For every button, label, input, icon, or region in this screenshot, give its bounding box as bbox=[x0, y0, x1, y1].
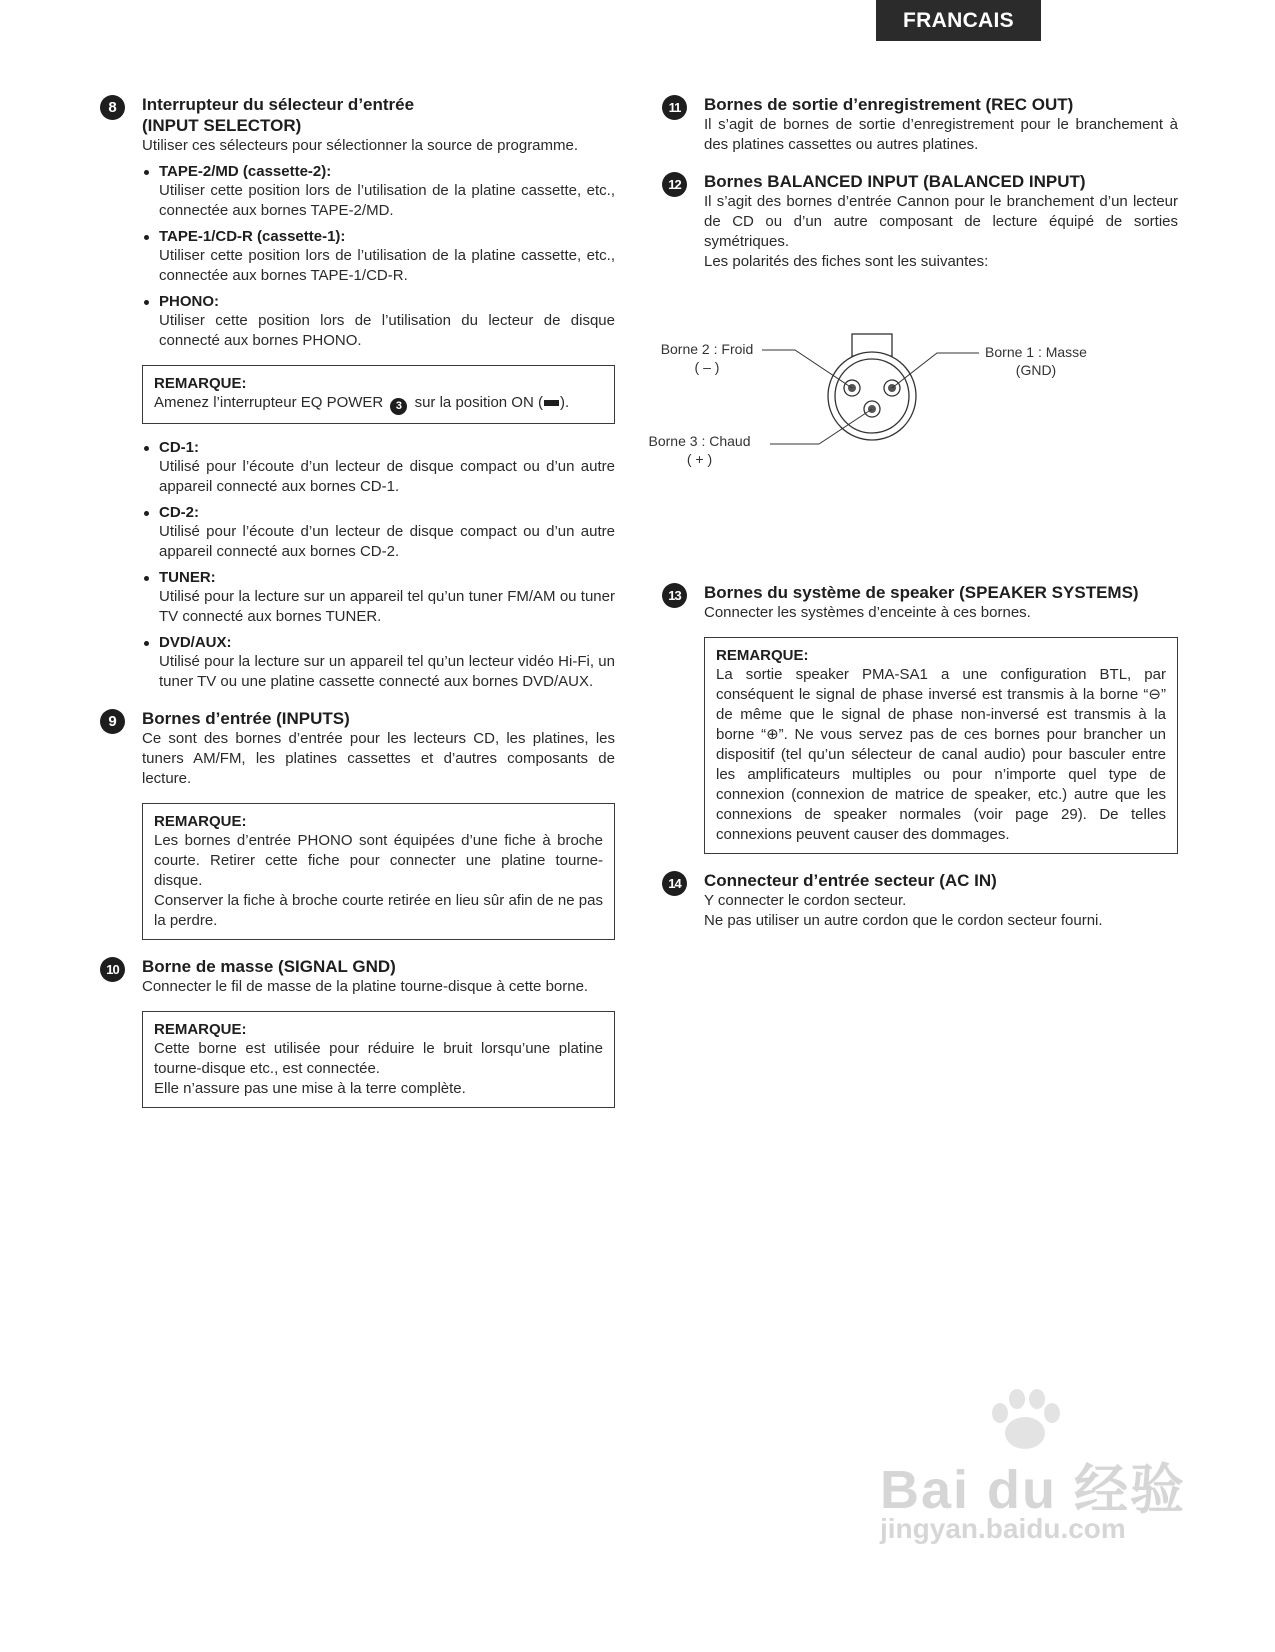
section-number-9: 9 bbox=[100, 709, 125, 734]
section-balanced-input bbox=[662, 171, 1178, 272]
item-label: CD-1: bbox=[159, 439, 199, 456]
section-title: Bornes du système de speaker (SPEAKER SYSTEMS) bbox=[704, 583, 1139, 602]
pin1-name: Borne 1 : Masse bbox=[985, 344, 1087, 360]
section-rec-out bbox=[662, 94, 1178, 155]
note-text: La sortie speaker PMA-SA1 a une configuration BTL, par conséquent le signal de phase inversé est transmis à la borne “⊖” de même que le signal de phase non-inversé est transmis à la borne “⊕”. Ne vous servez pas de ces bornes pour brancher un dispositif (tel qu’un sélecteur de canal audio) pour basculer entre les amplificateurs multiples ou pour n’importe quel type de connexion (connexion de matrice de speaker, etc.) autre que les connexions de speaker normales (voir page 29). De telles connexions peuvent causer des dommages. bbox=[716, 666, 1166, 843]
section-text: Connecter le fil de masse de la platine tourne-disque à cette borne. bbox=[142, 978, 589, 995]
section-text: Les polarités des fiches sont les suivantes: bbox=[704, 253, 989, 270]
section-text: Y connecter le cordon secteur. bbox=[704, 892, 907, 909]
left-column bbox=[100, 94, 615, 1124]
section-input-selector bbox=[100, 94, 615, 692]
section-number-14: 14 bbox=[662, 871, 687, 896]
item-label: PHONO: bbox=[159, 293, 219, 310]
paw-logo-icon bbox=[980, 1385, 1070, 1455]
note-text-part: sur la position ON ( bbox=[414, 394, 543, 411]
item-label: TAPE-1/CD-R (cassette-1): bbox=[159, 228, 346, 245]
pin3-name: Borne 3 : Chaud bbox=[648, 433, 751, 449]
baidu-watermark bbox=[880, 1385, 1210, 1575]
pin3-label bbox=[637, 432, 762, 468]
item-text: Utiliser cette position lors de l’utilisation du lecteur de disque connecté aux bornes PHONO. bbox=[159, 312, 615, 349]
note-text: Les bornes d’entrée PHONO sont équipées d’une fiche à broche courte. Retirer cette fiche pour connecter une platine tourne-disque. bbox=[154, 832, 603, 889]
reference-number-3: 3 bbox=[390, 398, 407, 415]
section-title: Connecteur d’entrée secteur (AC IN) bbox=[704, 871, 997, 890]
xlr-connector-diagram bbox=[648, 326, 1178, 526]
list-item bbox=[142, 227, 615, 286]
note-title: REMARQUE: bbox=[716, 647, 809, 664]
section-title: Borne de masse (SIGNAL GND) bbox=[142, 957, 396, 976]
note-text-part: ). bbox=[559, 394, 570, 411]
section-title: Bornes d’entrée (INPUTS) bbox=[142, 709, 350, 728]
language-label: FRANCAIS bbox=[903, 8, 1014, 32]
section-speaker-systems bbox=[662, 582, 1178, 854]
item-text: Utilisé pour l’écoute d’un lecteur de disque compact ou d’un autre appareil connecté aux bornes CD-2. bbox=[159, 523, 615, 560]
note-text bbox=[154, 393, 603, 415]
item-label: DVD/AUX: bbox=[159, 634, 232, 651]
on-position-icon bbox=[544, 400, 559, 406]
section-inputs bbox=[100, 708, 615, 940]
section-number-8: 8 bbox=[100, 95, 125, 120]
watermark-brand: Bai du 经验 bbox=[880, 1460, 1187, 1520]
section-number-11: 11 bbox=[662, 95, 687, 120]
list-item bbox=[142, 292, 615, 351]
list-item bbox=[142, 568, 615, 627]
note-box bbox=[142, 1011, 615, 1108]
section-text: Il s’agit des bornes d’entrée Cannon pour le branchement d’un lecteur de CD ou d’un autre composant de lecture équipé de sorties symétriques. bbox=[704, 193, 1178, 250]
item-label: TAPE-2/MD (cassette-2): bbox=[159, 163, 332, 180]
item-text: Utiliser cette position lors de l’utilisation de la platine cassette, etc., connectée aux bornes TAPE-2/MD. bbox=[159, 182, 615, 219]
item-label: TUNER: bbox=[159, 569, 216, 586]
note-box bbox=[704, 637, 1178, 854]
section-text: Ce sont des bornes d’entrée pour les lecteurs CD, les platines, les tuners AM/FM, les platines cassettes et d’autres composants de lecture. bbox=[142, 730, 615, 787]
section-text: Connecter les systèmes d’enceinte à ces bornes. bbox=[704, 604, 1031, 621]
note-text: Cette borne est utilisée pour réduire le bruit lorsqu’une platine tourne-disque etc., est connectée. bbox=[154, 1040, 603, 1077]
section-number-10: 10 bbox=[100, 957, 125, 982]
note-text: Elle n’assure pas une mise à la terre complète. bbox=[154, 1080, 466, 1097]
note-title: REMARQUE: bbox=[154, 375, 247, 392]
watermark-url: jingyan.baidu.com bbox=[880, 1513, 1126, 1544]
list-item bbox=[142, 633, 615, 692]
section-intro: Utiliser ces sélecteurs pour sélectionner la source de programme. bbox=[142, 137, 579, 154]
language-tab bbox=[876, 0, 1041, 41]
list-item bbox=[142, 438, 615, 497]
item-text: Utilisé pour l’écoute d’un lecteur de disque compact ou d’un autre appareil connecté aux bornes CD-1. bbox=[159, 458, 615, 495]
section-subtitle: (INPUT SELECTOR) bbox=[142, 116, 302, 135]
note-title: REMARQUE: bbox=[154, 1021, 247, 1038]
pin2-name: Borne 2 : Froid bbox=[660, 341, 754, 357]
section-number-12: 12 bbox=[662, 172, 687, 197]
item-text: Utiliser cette position lors de l’utilisation de la platine cassette, etc., connectée aux bornes TAPE-1/CD-R. bbox=[159, 247, 615, 284]
item-text: Utilisé pour la lecture sur un appareil tel qu’un tuner FM/AM ou tuner TV connecté aux bornes TUNER. bbox=[159, 588, 615, 625]
pin2-label bbox=[652, 340, 762, 376]
pin2-polarity: ( – ) bbox=[694, 359, 720, 375]
section-number-13: 13 bbox=[662, 583, 687, 608]
note-title: REMARQUE: bbox=[154, 813, 247, 830]
section-text: Ne pas utiliser un autre cordon que le cordon secteur fourni. bbox=[704, 912, 1103, 929]
right-column bbox=[648, 94, 1178, 947]
note-text: Conserver la fiche à broche courte retirée en lieu sûr afin de ne pas la perdre. bbox=[154, 892, 603, 929]
pin3-polarity: ( + ) bbox=[686, 451, 713, 467]
section-signal-gnd bbox=[100, 956, 615, 1108]
pin1-polarity: (GND) bbox=[1015, 362, 1057, 378]
section-title: Bornes BALANCED INPUT (BALANCED INPUT) bbox=[704, 172, 1086, 191]
section-text: Il s’agit de bornes de sortie d’enregistrement pour le branchement à des platines cassettes ou autres platines. bbox=[704, 116, 1178, 153]
pin1-label bbox=[976, 343, 1096, 379]
section-title: Bornes de sortie d’enregistrement (REC OUT) bbox=[704, 95, 1074, 114]
list-item bbox=[142, 162, 615, 221]
note-text-part: Amenez l’interrupteur EQ POWER bbox=[154, 394, 384, 411]
note-box bbox=[142, 803, 615, 940]
list-item bbox=[142, 503, 615, 562]
note-box bbox=[142, 365, 615, 424]
section-ac-in bbox=[662, 870, 1178, 931]
section-title: Interrupteur du sélecteur d’entrée bbox=[142, 95, 415, 114]
item-text: Utilisé pour la lecture sur un appareil tel qu’un lecteur vidéo Hi-Fi, un tuner TV ou une platine cassette connecté aux bornes DVD/AUX. bbox=[159, 653, 615, 690]
item-label: CD-2: bbox=[159, 504, 199, 521]
